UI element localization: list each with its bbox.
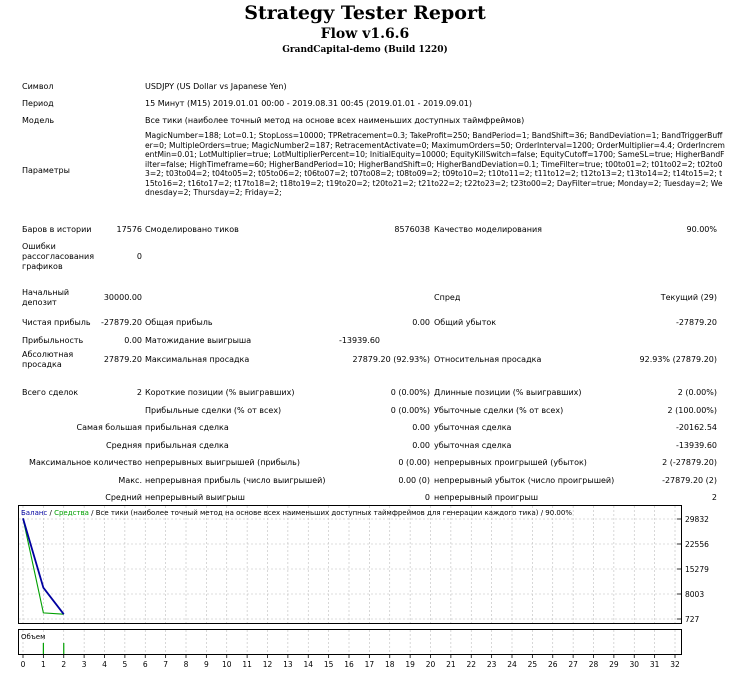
- x-tick-label: 4: [102, 660, 107, 669]
- quality-label: Качество моделирования: [434, 225, 542, 234]
- largest-loss-value: -20162.54: [675, 423, 717, 432]
- avg-win-label: прибыльная сделка: [145, 441, 229, 450]
- short-positions-value: 0 (0.00%): [390, 388, 430, 397]
- cons-wins-label: непрерывных выигрышей (прибыль): [145, 458, 300, 467]
- gross-loss-label: Общий убыток: [434, 318, 497, 327]
- x-tick-label: 31: [649, 660, 660, 669]
- x-tick-label: 30: [629, 660, 640, 669]
- y-tick-label: 29832: [685, 515, 709, 524]
- model-value: Все тики (наиболее точный метод на основе всех наименьших доступных таймфреймов): [145, 116, 525, 125]
- short-positions-label: Короткие позиции (% выигравших): [145, 388, 295, 397]
- avg-cons-wins-value: 0: [424, 493, 430, 502]
- abs-drawdown-label-1: Абсолютная: [22, 350, 74, 359]
- expected-payoff-label: Матожидание выигрыша: [145, 336, 252, 345]
- x-tick-label: 18: [384, 660, 395, 669]
- deposit-label-2: депозит: [22, 298, 57, 307]
- spread-value: Текущий (29): [660, 293, 717, 302]
- x-tick-label: 26: [547, 660, 558, 669]
- report-title: Strategy Tester Report: [244, 2, 486, 24]
- x-tick-label: 6: [142, 660, 148, 669]
- cons-loss-value: -27879.20 (2): [662, 476, 717, 485]
- cons-profit-value: 0.00 (0): [398, 476, 430, 485]
- errors-label-1: Ошибки: [22, 242, 56, 251]
- avg-cons-wins-label: непрерывный выигрыш: [145, 493, 245, 502]
- legend-balance: Баланс: [21, 509, 48, 517]
- largest-win-label: прибыльная сделка: [145, 423, 229, 432]
- rel-drawdown-label: Относительная просадка: [434, 355, 542, 364]
- y-tick-label: 727: [685, 615, 700, 624]
- avg-cons-losses-label: непрерывный проигрыш: [434, 493, 539, 502]
- legend-sep: /: [47, 509, 55, 517]
- spread-label: Спред: [434, 293, 461, 302]
- max-count-label: Максимальное количество: [29, 458, 142, 467]
- x-tick-label: 12: [262, 660, 273, 669]
- cons-losses-value: 2 (-27879.20): [662, 458, 717, 467]
- x-tick-label: 0: [20, 660, 26, 669]
- x-tick-label: 19: [405, 660, 415, 669]
- y-tick-label: 15279: [685, 565, 709, 575]
- cons-losses-label: непрерывных проигрышей (убыток): [434, 458, 587, 467]
- x-tick-label: 23: [486, 660, 497, 669]
- legend-description: / Все тики (наиболее точный метод на основе всех наименьших доступных таймфреймов для генерации каждого тика) / 90.00%: [88, 509, 572, 517]
- max-drawdown-value: 27879.20 (92.93%): [352, 355, 430, 364]
- average-label: Средняя: [106, 441, 142, 450]
- y-tick-label: 8003: [685, 590, 705, 600]
- bars-label: Баров в истории: [22, 225, 92, 234]
- server-build: GrandCapital-demo (Build 1220): [282, 45, 448, 55]
- symbol-value: USDJPY (US Dollar vs Japanese Yen): [145, 82, 287, 91]
- x-tick-label: 28: [588, 660, 599, 669]
- gross-profit-value: 0.00: [412, 318, 430, 327]
- profit-factor-value: 0.00: [124, 336, 142, 345]
- gross-loss-value: -27879.20: [675, 318, 717, 327]
- x-tick-label: 14: [303, 660, 314, 669]
- profit-factor-label: Прибыльность: [22, 336, 84, 345]
- x-tick-label: 15: [323, 660, 334, 669]
- losing-trades-label: Убыточные сделки (% от всех): [434, 406, 564, 415]
- x-tick-label: 5: [122, 660, 128, 669]
- long-positions-label: Длинные позиции (% выигравших): [434, 388, 582, 397]
- deposit-value: 30000.00: [103, 293, 142, 302]
- y-tick-label: 22556: [685, 539, 709, 549]
- average-cons-label: Средний: [105, 493, 142, 502]
- x-tick-label: 29: [609, 660, 619, 669]
- errors-label-2: рассогласования: [22, 252, 95, 261]
- net-profit-value: -27879.20: [100, 318, 142, 327]
- max-drawdown-label: Максимальная просадка: [145, 355, 250, 364]
- params-value: MagicNumber=188; Lot=0.1; StopLoss=10000; TPRetracement=0.3; TakeProfit=250; BandPeriod=1; BandShift=36; BandDeviation=1; BandTriggerBuffer=0; MultipleOrders=true; MagicNumber2=187; RetracementActivate=0; MaximumOrders=50; OrderInterval=1200; OrderMultiplier=4.4; OrderIncrementMin=0.01; LotMultiplier=true; LotMultiplierPercent=10; InitialEquity=10000; EquityKillSwitch=false; EquityCutoff=1700; SameSL=true; HigherBandFilter=false; HighTimeframe=60; HigherBandPeriod=10; HigherBandShift=0; HigherBandDeviation=0.1; TimeFilter=true; t00to01=2; t01to02=2; t02to03=2; t03to04=2; t04to05=2; t05to06=2; t06to07=2; t07to08=2; t08to09=2; t09to10=2; t10to11=2; t11to12=2; t12to13=2; t13to14=2; t14to15=2; t15to16=2; t16to17=2; t17to18=2; t18to19=2; t19to20=2; t20to21=2; t21to22=2; t22to23=2; t23to00=2; DayFilter=true; Monday=2; Tuesday=2; Wednesday=2; Thursday=2; Friday=2;: [145, 131, 725, 197]
- long-positions-value: 2 (0.00%): [677, 388, 717, 397]
- ticks-value: 8576038: [394, 225, 430, 234]
- max-label: Макс.: [118, 476, 142, 485]
- total-trades-value: 2: [136, 388, 142, 397]
- errors-label-3: графиков: [22, 262, 63, 271]
- largest-win-value: 0.00: [412, 423, 430, 432]
- avg-win-value: 0.00: [412, 441, 430, 450]
- total-trades-label: Всего сделок: [22, 388, 79, 397]
- x-tick-label: 17: [364, 660, 375, 669]
- x-tick-label: 21: [446, 660, 456, 669]
- largest-loss-label: убыточная сделка: [434, 423, 512, 432]
- losing-trades-value: 2 (100.00%): [667, 406, 717, 415]
- quality-value: 90.00%: [686, 225, 717, 234]
- x-tick-label: 16: [344, 660, 354, 669]
- abs-drawdown-value: 27879.20: [103, 355, 142, 364]
- x-tick-label: 32: [670, 660, 680, 669]
- x-tick-label: 22: [466, 660, 477, 669]
- x-tick-label: 9: [203, 660, 209, 669]
- avg-loss-value: -13939.60: [675, 441, 717, 450]
- svg-text:Баланс / Средства / Все тики (: [21, 509, 572, 517]
- errors-value: 0: [136, 252, 142, 261]
- params-label: Параметры: [22, 166, 70, 175]
- largest-label: Самая большая: [76, 423, 142, 432]
- balance-chart: [18, 505, 709, 669]
- ticks-label: Смоделировано тиков: [145, 225, 239, 234]
- rel-drawdown-value: 92.93% (27879.20): [639, 355, 717, 364]
- gross-profit-label: Общая прибыль: [145, 318, 213, 327]
- x-tick-label: 25: [527, 660, 538, 669]
- legend-equity: Средства: [54, 509, 89, 517]
- x-tick-label: 1: [40, 660, 46, 669]
- avg-cons-losses-value: 2: [711, 493, 717, 502]
- x-tick-label: 13: [283, 660, 293, 669]
- winning-trades-label: Прибыльные сделки (% от всех): [145, 406, 282, 415]
- x-tick-label: 11: [242, 660, 252, 669]
- winning-trades-value: 0 (0.00%): [390, 406, 430, 415]
- ea-name: Flow v1.6.6: [320, 26, 410, 42]
- cons-wins-value: 0 (0.00): [398, 458, 430, 467]
- avg-loss-label: убыточная сделка: [434, 441, 512, 450]
- period-label: Период: [22, 99, 54, 108]
- x-tick-label: 2: [61, 660, 67, 669]
- symbol-label: Символ: [22, 82, 54, 91]
- x-tick-label: 8: [183, 660, 189, 669]
- expected-payoff-value: -13939.60: [338, 336, 380, 345]
- bars-value: 17576: [116, 225, 142, 234]
- model-label: Модель: [22, 116, 55, 125]
- volume-label: Объем: [21, 633, 46, 641]
- cons-loss-label: непрерывный убыток (число проигрышей): [434, 476, 615, 485]
- x-tick-label: 7: [163, 660, 169, 669]
- x-tick-label: 24: [507, 660, 517, 669]
- period-value: 15 Минут (M15) 2019.01.01 00:00 - 2019.08.31 00:45 (2019.01.01 - 2019.09.01): [145, 99, 473, 108]
- x-tick-label: 27: [568, 660, 578, 669]
- cons-profit-label: непрерывная прибыль (число выигрышей): [145, 476, 326, 485]
- abs-drawdown-label-2: просадка: [22, 360, 62, 369]
- x-tick-label: 20: [425, 660, 436, 669]
- x-tick-label: 3: [81, 660, 87, 669]
- net-profit-label: Чистая прибыль: [22, 318, 91, 327]
- deposit-label-1: Начальный: [22, 288, 70, 297]
- x-tick-label: 10: [221, 660, 232, 669]
